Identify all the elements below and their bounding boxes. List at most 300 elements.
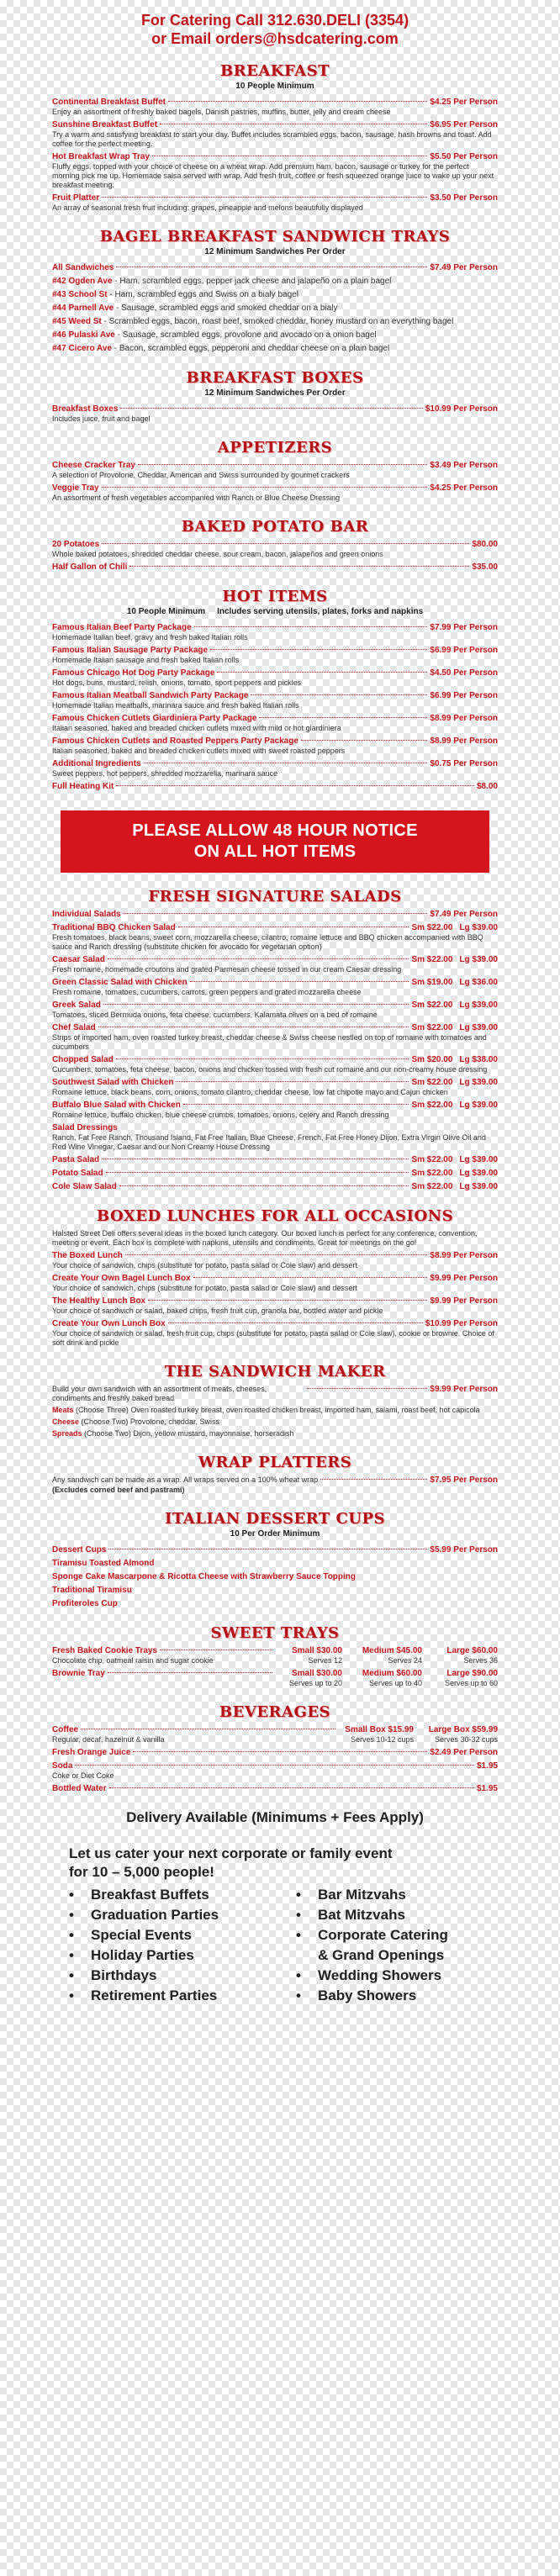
- boxes-subtitle: 12 Minimum Sandwiches Per Order: [204, 388, 346, 398]
- cheese-label: Cheese: [52, 1417, 80, 1426]
- event-item: [296, 1986, 448, 2006]
- medium-price: Medium $60.00: [362, 1669, 422, 1678]
- item-name: Fruit Platter: [52, 193, 100, 203]
- menu-item: [52, 151, 498, 190]
- leader-dots: [259, 717, 427, 718]
- item-description: Homemade Italian beef, gravy and fresh baked Italian rolls: [52, 633, 248, 641]
- menu-item: [52, 1544, 498, 1555]
- menu-item: [52, 460, 498, 480]
- catering-menu: [52, 0, 498, 2006]
- item-price-large: Lg $39.00: [459, 955, 498, 964]
- item-name: [52, 316, 453, 327]
- item-row: [52, 1122, 498, 1133]
- menu-item: [52, 483, 498, 503]
- leader-dots: [120, 408, 422, 409]
- meats-label: Meats: [52, 1406, 74, 1414]
- bullet-icon: •: [69, 1907, 74, 1923]
- item-row: [52, 1077, 498, 1088]
- bullet-icon: •: [296, 1987, 301, 2003]
- potato-list: [52, 539, 498, 573]
- all-sandwiches-item: [52, 262, 498, 273]
- item-row: [52, 736, 498, 747]
- small-serves: Serves up to 20: [288, 1679, 342, 1687]
- item-name: Famous Chicken Cutlets Giardiniera Party Package: [52, 714, 257, 723]
- item-price: Sm $20.00: [411, 1055, 453, 1064]
- item-description: Fresh romaine, tomatoes, cucumbers, carrots, green peppers and grated mozzarella cheese: [52, 988, 362, 996]
- menu-item: [52, 977, 498, 997]
- salads-title: FRESH SIGNATURE SALADS: [148, 888, 402, 905]
- leader-dots: [129, 566, 469, 567]
- item-name: Chef Salad: [52, 1023, 96, 1032]
- item-name: Traditional Tiramisu: [52, 1586, 132, 1595]
- item-name: Sponge Cake Mascarpone & Ricotta Cheese with Strawberry Sauce Topping: [52, 1572, 357, 1581]
- item-row: [52, 97, 498, 108]
- item-name: The Healthy Lunch Box: [52, 1296, 146, 1306]
- item-price: $2.49 Per Person: [430, 1748, 498, 1757]
- item-row: [52, 1747, 498, 1758]
- item-row: [52, 1168, 498, 1179]
- event-label: Corporate Catering: [318, 1927, 448, 1943]
- item-name: Create Your Own Lunch Box: [52, 1319, 166, 1328]
- hot-items-notice-banner: [61, 810, 489, 873]
- item-row: [52, 781, 498, 792]
- item-price: $7.49 Per Person: [430, 263, 498, 272]
- coffee-desc: Regular, decaf, hazelnut & vanilla: [52, 1735, 165, 1744]
- item-row: [52, 1100, 498, 1111]
- item-row: [52, 330, 498, 340]
- item-row: [52, 977, 498, 988]
- breakfast-subtitle: 10 People Minimum: [235, 82, 314, 91]
- item-description: Romaine lettuce, black beans, corn, onions, tomato cilantro, cheddar cheese, low fat chipotle mayo and Cajun chicken: [52, 1088, 448, 1096]
- item-name: Southwest Salad with Chicken: [52, 1078, 174, 1087]
- item-price: $6.99 Per Person: [430, 646, 498, 655]
- item-description: Hot dogs, buns, mustard, relish, onions, tomato, sport peppers and pickles: [52, 678, 302, 687]
- item-row: [52, 483, 498, 494]
- menu-item: [52, 1154, 498, 1165]
- salads-list: [52, 909, 498, 1192]
- item-price: Sm $22.00: [411, 1023, 453, 1032]
- item-row: [52, 1544, 498, 1555]
- leader-dots: [210, 649, 427, 650]
- item-row: [52, 668, 498, 678]
- item-description: Italian seasoned, baked and breaded chicken cutlets mixed with sweet roasted peppers: [52, 747, 346, 755]
- sandwich-name: #46 Pulaski Ave: [52, 330, 115, 340]
- item-price: $9.99 Per Person: [430, 1296, 498, 1306]
- bagel-list: [52, 276, 498, 354]
- menu-item: [52, 690, 498, 710]
- item-description: Enjoy an assortment of freshly baked bagels, Danish pastries, muffins, butter, jelly and cream cheese: [52, 108, 391, 116]
- leader-dots: [193, 1277, 428, 1278]
- item-name: Pasta Salad: [52, 1155, 100, 1164]
- sweet-list: [52, 1645, 498, 1688]
- event-item: [69, 1966, 296, 1986]
- item-description: An array of seasonal fresh fruit including: grapes, pineapple and melons beautifully displayed: [52, 203, 363, 212]
- sweet-row: [52, 1668, 498, 1679]
- item-price-large: Lg $39.00: [459, 1023, 498, 1032]
- item-price: $4.25 Per Person: [430, 98, 498, 107]
- item-row: [52, 316, 498, 327]
- lunches-title: BOXED LUNCHES FOR ALL OCCASIONS: [96, 1207, 454, 1225]
- coffee-name: Coffee: [52, 1725, 79, 1734]
- item-name: Brownie Tray: [52, 1669, 105, 1678]
- item-price-large: Lg $39.00: [459, 1078, 498, 1087]
- item-row: [52, 151, 498, 162]
- item-row: [52, 1273, 498, 1284]
- item-description: Fresh tomatoes, black beans, sweet corn, mozzarella cheese, cilantro, romaine lettuce and BBQ chicken accompanied with BBQ sauce and Ranch dressing (substitute chicken for avocado for vegetarian option): [52, 933, 483, 951]
- maker-intro: Build your own sandwich with an assortment of meats, cheeses, condiments and freshly baked bread: [52, 1385, 267, 1402]
- item-price-large: Lg $38.00: [459, 1055, 498, 1064]
- item-description: Romaine lettuce, buffalo chicken, blue cheese crumbs, tomatoes, onions, celery and Ranch dressing: [52, 1111, 389, 1119]
- item-name: [52, 276, 391, 287]
- item-price: $5.99 Per Person: [430, 1545, 498, 1555]
- dessert-subtitle: 10 Per Order Minimum: [230, 1529, 320, 1539]
- item-row: [52, 1000, 498, 1011]
- menu-item: [52, 1000, 498, 1020]
- appetizers-title: APPETIZERS: [217, 439, 333, 457]
- item-price: $10.99 Per Person: [425, 404, 498, 414]
- leader-dots: [301, 740, 428, 741]
- item-name: Additional Ingredients: [52, 759, 141, 768]
- item-row: [52, 276, 498, 287]
- item-name: Create Your Own Bagel Lunch Box: [52, 1274, 191, 1283]
- sweet-tray-item: [52, 1668, 498, 1688]
- item-row: [52, 1022, 498, 1033]
- item-name: Cole Slaw Salad: [52, 1182, 117, 1191]
- lunches-list: [52, 1250, 498, 1348]
- item-description: Whole baked potatoes, shredded cheddar cheese, sour cream, bacon, jalapeños and green onions: [52, 550, 383, 558]
- event-item: [296, 1885, 448, 1905]
- menu-item: [52, 539, 498, 559]
- item-row: [52, 1054, 498, 1065]
- small-serves: Serves 12: [308, 1656, 342, 1665]
- boxes-title: BREAKFAST BOXES: [186, 369, 364, 387]
- small-price: Small $30.00: [291, 1669, 342, 1678]
- sweet-row: [52, 1645, 498, 1656]
- event-label: Holiday Parties: [91, 1947, 194, 1963]
- leader-dots: [168, 1322, 423, 1323]
- item-row: [52, 1318, 498, 1329]
- menu-item: [52, 1273, 498, 1293]
- item-row: [52, 460, 498, 471]
- item-description: Strips of imported ham, oven roasted turkey breast, cheddar cheese & Swiss cheese nestled on top of romaine with tomatoes and cucumbers: [52, 1033, 487, 1051]
- item-description: Try a warm and satisfying breakfast to start your day. Buffet includes scrambled eggs, bacon, sausage, hash browns and toast. Add coffee for the perfect meeting.: [52, 130, 492, 148]
- boxes-list: [52, 404, 498, 424]
- item-row: [52, 539, 498, 550]
- bullet-icon: •: [296, 1907, 301, 1923]
- item-price: $7.49 Per Person: [430, 910, 498, 919]
- menu-item: [52, 1747, 498, 1758]
- bagel-sandwich-item: [52, 289, 498, 300]
- cheese-text: (Choose Two) Provolone, cheddar, Swiss: [79, 1417, 219, 1426]
- events-title-line-1: Let us cater your next corporate or family event: [69, 1845, 393, 1861]
- leader-dots: [194, 626, 428, 627]
- item-price: $6.99 Per Person: [430, 691, 498, 700]
- leader-dots: [75, 1765, 474, 1766]
- bullet-icon: •: [69, 1987, 74, 2003]
- leader-dots: [102, 543, 469, 544]
- item-description: Homemade Italian sausage and fresh baked Italian rolls: [52, 656, 240, 664]
- menu-item: [52, 1054, 498, 1074]
- item-row: [52, 1598, 498, 1609]
- item-description: Your choice of sandwich, chips (substitute for potato, pasta salad or Cole slaw) and dessert: [52, 1261, 357, 1270]
- sandwich-name: #45 Weed St: [52, 317, 102, 326]
- phone-line: For Catering Call 312.630.DELI (3354): [140, 12, 409, 29]
- leader-dots: [103, 1004, 409, 1005]
- menu-item: [52, 736, 498, 756]
- sweet-trays-title: SWEET TRAYS: [210, 1624, 340, 1642]
- events-left-column: [69, 1885, 296, 2006]
- item-price: $0.75 Per Person: [430, 759, 498, 768]
- item-name: Continental Breakfast Buffet: [52, 98, 166, 107]
- item-description: A selection of Provolone, Cheddar, American and Swiss surrounded by gourmet crackers: [52, 471, 350, 479]
- menu-item: [52, 1571, 498, 1582]
- leader-dots: [124, 913, 428, 914]
- item-description: Your choice of sandwich or salad, baked chips, fresh fruit cup, granola bar, bottled water and pickle: [52, 1306, 383, 1315]
- breakfast-list: [52, 97, 498, 213]
- menu-item: [52, 1296, 498, 1316]
- maker-spreads: [52, 1428, 498, 1438]
- item-description: Your choice of sandwich, chips (substitute for potato, pasta salad or Cole slaw) and dessert: [52, 1284, 357, 1292]
- menu-item: [52, 1100, 498, 1120]
- leader-dots: [176, 1081, 409, 1082]
- item-price: Sm $19.00: [411, 978, 453, 987]
- item-price: $10.99 Per Person: [425, 1319, 498, 1328]
- event-label: Baby Showers: [318, 1987, 417, 2003]
- item-description: Fresh romaine, homemade croutons and grated Parmesan cheese tossed in our cream Caesar dressing: [52, 965, 402, 974]
- coffee-large-serves: Serves 30-32 cups: [434, 1735, 498, 1744]
- leader-dots: [138, 464, 427, 465]
- menu-item: [52, 909, 498, 920]
- item-name: Famous Italian Sausage Party Package: [52, 646, 209, 655]
- item-row: [52, 562, 498, 573]
- item-description: Coke or Diet Coke: [52, 1771, 114, 1780]
- sandwich-maker-title: THE SANDWICH MAKER: [164, 1363, 386, 1380]
- menu-item: [52, 1122, 498, 1152]
- large-price: Large $60.00: [446, 1646, 498, 1655]
- event-item: [69, 1925, 296, 1945]
- leader-dots: [217, 672, 427, 673]
- item-row: [52, 1558, 498, 1569]
- item-name: Cheese Cracker Tray: [52, 461, 135, 470]
- bagel-sandwich-item: [52, 330, 498, 340]
- item-row: [52, 690, 498, 701]
- wrap-note: (Excludes corned beef and pastrami): [52, 1486, 185, 1494]
- item-name: Potato Salad: [52, 1169, 103, 1178]
- wrap-platters-title: WRAP PLATTERS: [198, 1454, 352, 1471]
- item-description: Italian seasoned, baked and breaded chicken cutlets mixed with mild or hot giardiniera: [52, 724, 341, 732]
- item-description: An assortment of fresh vegetables accompanied with Ranch or Blue Cheese Dressing: [52, 494, 341, 502]
- breakfast-title: BREAKFAST: [219, 62, 330, 80]
- leader-dots: [109, 1787, 474, 1788]
- item-name: [52, 343, 389, 354]
- item-name: Greek Salad: [52, 1000, 101, 1010]
- item-name: Buffalo Blue Salad with Chicken: [52, 1101, 181, 1110]
- sandwich-name: #44 Parnell Ave: [52, 304, 114, 313]
- menu-item: [52, 781, 498, 792]
- item-price-large: Lg $39.00: [459, 923, 498, 932]
- item-name: Famous Italian Beef Party Package: [52, 623, 192, 632]
- item-price: Sm $22.00: [411, 923, 453, 932]
- item-name: [52, 289, 298, 300]
- appetizers-list: [52, 460, 498, 503]
- item-row: [52, 1181, 498, 1192]
- item-name: The Boxed Lunch: [52, 1251, 123, 1260]
- event-item: [296, 1925, 448, 1945]
- bullet-icon: •: [69, 1887, 74, 1903]
- sandwich-description: - Scrambled eggs, bacon, roast beef, smoked cheddar, honey mustard on an everything bagel: [101, 317, 454, 326]
- sandwich-name: #42 Ogden Ave: [52, 277, 113, 286]
- menu-item: [52, 1318, 498, 1348]
- item-description: Fluffy eggs, topped with your choice of cheese on a wheat wrap. Add premium ham, bacon, sausage or turkey for the perfect morning pick me up. Homemade salsa served with wrap. Add fresh fruit, coffee or fresh squeezed orange juice to wake up your next breakfast meeting.: [52, 162, 494, 189]
- spreads-label: Spreads: [52, 1429, 82, 1438]
- item-price: Sm $22.00: [411, 1182, 453, 1191]
- menu-item: [52, 1783, 498, 1794]
- item-price: $1.95: [476, 1761, 498, 1771]
- item-price: $35.00: [472, 562, 498, 572]
- events-right-column: [296, 1885, 448, 2006]
- item-description: Sweet peppers, hot peppers, shredded mozzarella, marinara sauce: [52, 769, 278, 778]
- menu-item: [52, 668, 498, 688]
- item-row: [52, 193, 498, 203]
- item-name: All Sandwiches: [52, 263, 114, 272]
- item-price: $4.25 Per Person: [430, 483, 498, 493]
- item-name: Breakfast Boxes: [52, 404, 119, 414]
- wrap-item: [52, 1475, 498, 1495]
- sweet-tray-item: [52, 1645, 498, 1665]
- leader-dots: [320, 1479, 427, 1480]
- item-row: [52, 622, 498, 633]
- sandwich-description: - Sausage, scrambled eggs, provolone and avocado on a onion bagel: [114, 330, 377, 340]
- contact-header: [52, 0, 498, 47]
- leader-dots: [116, 785, 474, 786]
- item-price: $5.50 Per Person: [430, 152, 498, 161]
- bullet-icon: •: [296, 1887, 301, 1903]
- item-price-large: Lg $36.00: [459, 978, 498, 987]
- item-price: $8.99 Per Person: [430, 736, 498, 746]
- item-row: [52, 1250, 498, 1261]
- bagel-sandwich-item: [52, 343, 498, 354]
- item-price-large: Lg $39.00: [459, 1169, 498, 1178]
- menu-item: [52, 404, 498, 424]
- item-name: Bottled Water: [52, 1784, 107, 1793]
- item-name: Fresh Baked Cookie Trays: [52, 1646, 158, 1655]
- coffee-small-price: Small Box $15.99: [345, 1725, 414, 1734]
- item-price: Sm $22.00: [411, 955, 453, 964]
- menu-item: [52, 758, 498, 779]
- item-row: [52, 303, 498, 314]
- sweet-sub: [52, 1656, 498, 1665]
- menu-item: [52, 1022, 498, 1052]
- item-row: [52, 1760, 498, 1771]
- menu-item: [52, 1181, 498, 1192]
- menu-item: [52, 562, 498, 573]
- bagel-subtitle: 12 Minimum Sandwiches Per Order: [204, 247, 346, 256]
- leader-dots: [148, 1300, 427, 1301]
- item-name: Half Gallon of Chili: [52, 562, 128, 572]
- event-label: Wedding Showers: [318, 1967, 442, 1983]
- item-price: $6.95 Per Person: [430, 120, 498, 129]
- leader-dots: [119, 1185, 409, 1186]
- menu-item: [52, 193, 498, 213]
- item-price: $8.99 Per Person: [430, 1251, 498, 1260]
- menu-item: [52, 1585, 498, 1596]
- item-name: Full Heating Kit: [52, 782, 114, 791]
- leader-dots: [168, 101, 427, 102]
- bagel-sandwich-item: [52, 303, 498, 314]
- bagel-sandwich-item: [52, 316, 498, 327]
- bagel-sandwich-item: [52, 276, 498, 287]
- medium-price: Medium $45.00: [362, 1646, 422, 1655]
- bullet-icon: •: [69, 1927, 74, 1943]
- item-row: [52, 1585, 498, 1596]
- event-label: & Grand Openings: [318, 1947, 445, 1963]
- beverages-title: BEVERAGES: [219, 1703, 331, 1721]
- menu-item: [52, 1077, 498, 1097]
- item-row: [52, 954, 498, 965]
- hot-items-title: HOT ITEMS: [222, 588, 328, 605]
- bagel-title: BAGEL BREAKFAST SANDWICH TRAYS: [99, 228, 451, 245]
- item-description: Includes juice, fruit and bagel: [52, 414, 151, 423]
- bullet-icon: [296, 1945, 318, 1966]
- menu-item: [52, 1558, 498, 1569]
- item-name: Hot Breakfast Wrap Tray: [52, 152, 150, 161]
- maker-meats: [52, 1405, 498, 1415]
- events-title: [69, 1845, 498, 1882]
- menu-item: [52, 645, 498, 665]
- item-row: [52, 645, 498, 656]
- event-label: Special Events: [91, 1927, 193, 1943]
- sweet-sub: [52, 1679, 498, 1688]
- item-name: Salad Dressings: [52, 1123, 118, 1132]
- event-label: Retirement Parties: [91, 1987, 218, 2003]
- leader-dots: [116, 1058, 409, 1059]
- hot-list: [52, 622, 498, 792]
- large-price: Large $90.00: [446, 1669, 498, 1678]
- event-item: [296, 1966, 448, 1986]
- item-price-large: Lg $39.00: [459, 1182, 498, 1191]
- item-name: Caesar Salad: [52, 955, 105, 964]
- maker-price: $9.99 Per Person: [430, 1385, 498, 1394]
- item-name: Famous Chicken Cutlets and Roasted Peppers Party Package: [52, 736, 298, 746]
- menu-item: [52, 622, 498, 642]
- item-name: Profiteroles Cup: [52, 1599, 118, 1608]
- item-price: Sm $22.00: [411, 1000, 453, 1010]
- dessert-title: ITALIAN DESSERT CUPS: [164, 1510, 386, 1528]
- event-label: Birthdays: [91, 1967, 157, 1983]
- item-row: [52, 1571, 498, 1582]
- coffee-item: [52, 1724, 498, 1745]
- item-row: [52, 119, 498, 130]
- leader-dots: [108, 958, 409, 959]
- item-price: $4.50 Per Person: [430, 668, 498, 678]
- item-row: [52, 1296, 498, 1306]
- event-item: [296, 1945, 448, 1966]
- meats-text: (Choose Three) Oven roasted turkey breast, oven roasted chicken breast, imported ham, salami, roast beef, hot capicola: [73, 1406, 480, 1414]
- coffee-large-price: Large Box $59.99: [428, 1725, 498, 1734]
- leader-dots: [106, 1172, 409, 1173]
- event-item: [69, 1885, 296, 1905]
- bullet-icon: •: [296, 1967, 301, 1983]
- item-row: [52, 758, 498, 769]
- item-description: Cucumbers, tomatoes, feta cheese, bacon, onions and chicken tossed with fresh cut romaine and our non-creamy house dressing: [52, 1065, 488, 1074]
- event-label: Bat Mitzvahs: [318, 1907, 405, 1923]
- item-description: Chocolate chip, oatmeal raisin and sugar cookie: [52, 1656, 214, 1665]
- large-serves: Serves up to 60: [444, 1679, 498, 1687]
- event-item: [69, 1986, 296, 2006]
- item-price: $7.99 Per Person: [430, 623, 498, 632]
- leader-dots: [108, 1672, 272, 1673]
- menu-item: [52, 97, 498, 117]
